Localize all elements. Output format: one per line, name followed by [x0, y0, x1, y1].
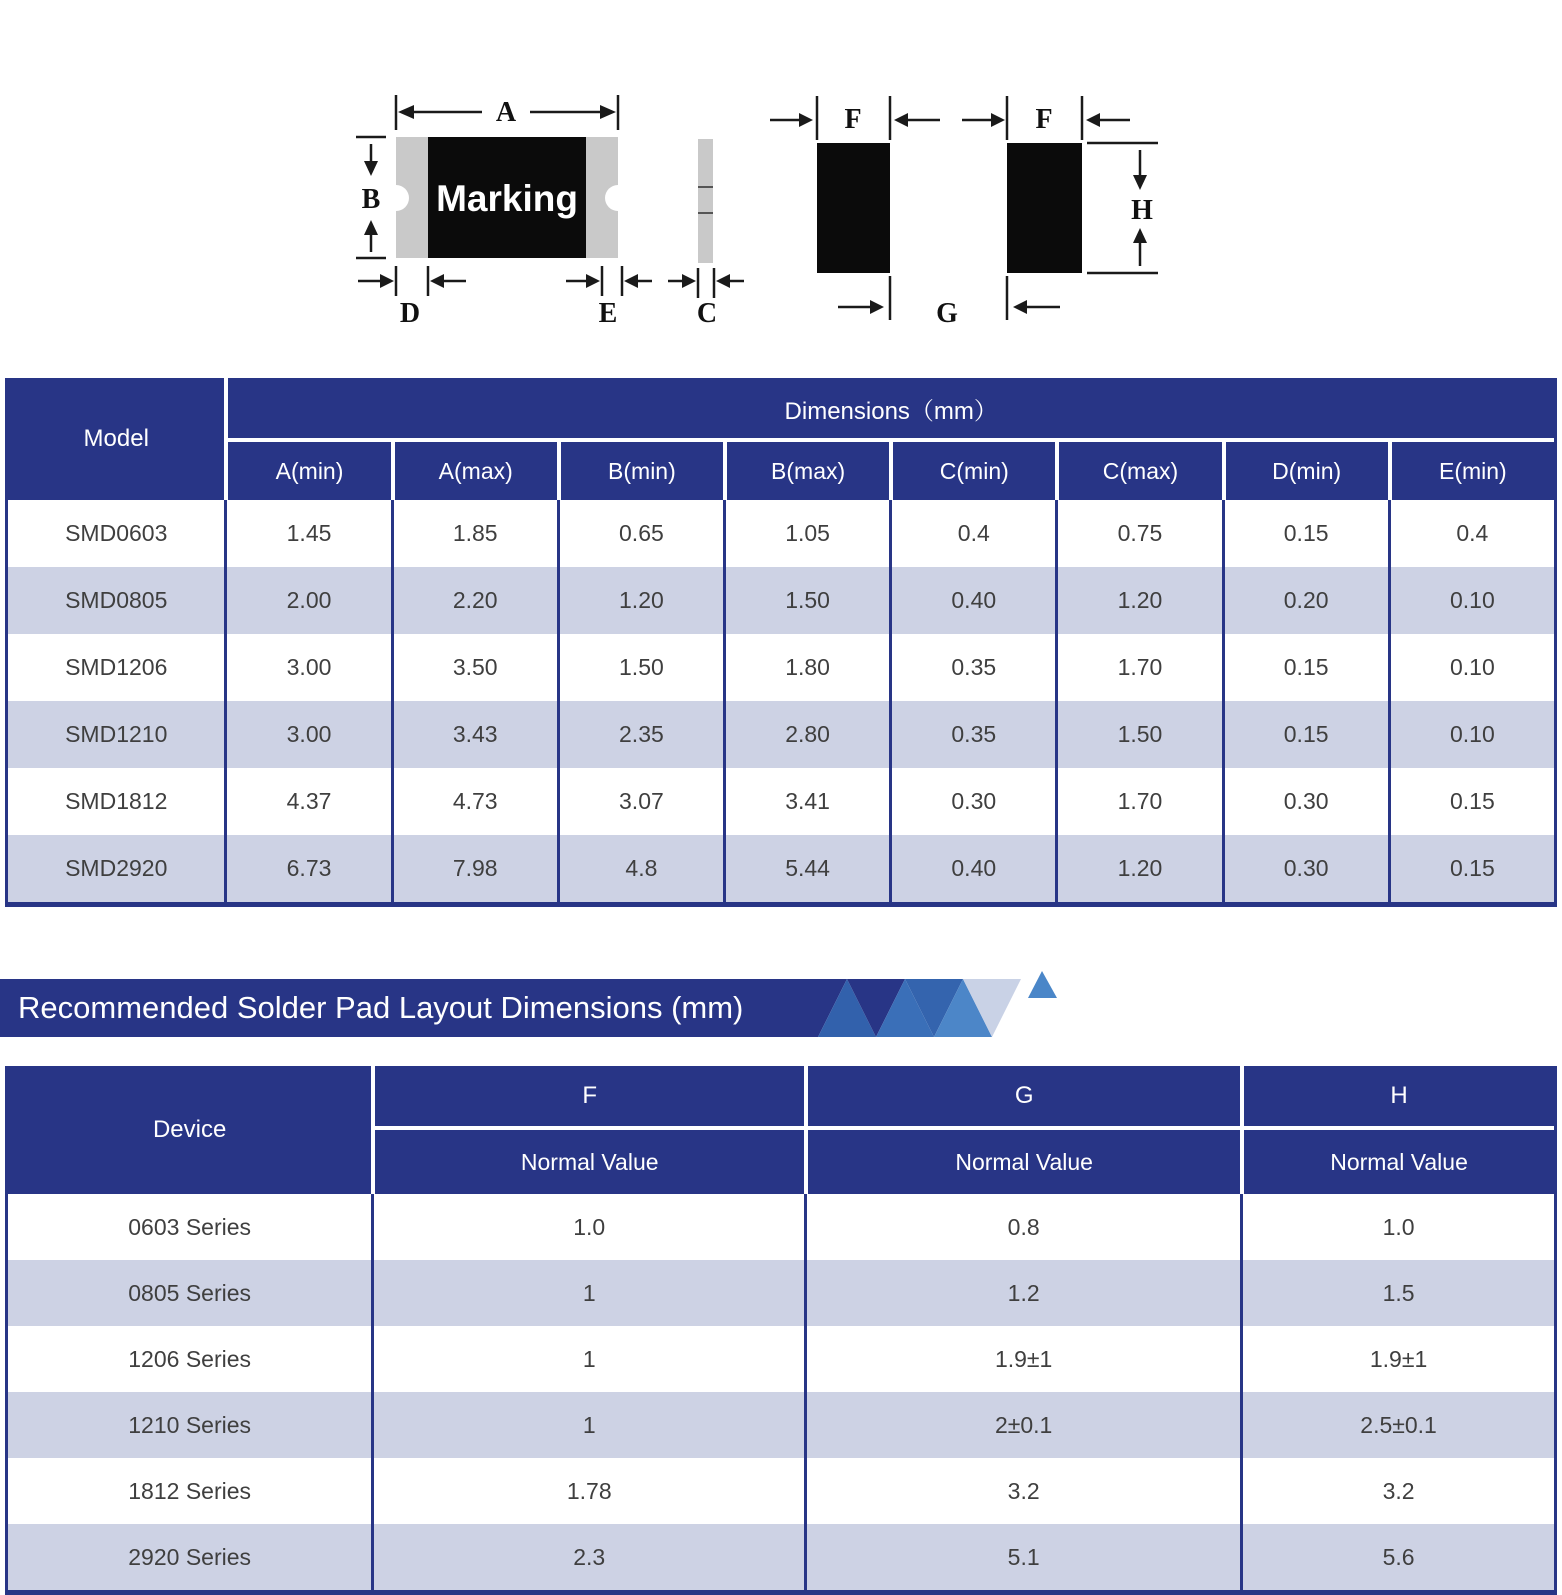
- value-cell: 0.4: [889, 500, 1055, 567]
- value-cell: 4.73: [391, 768, 557, 835]
- value-cell: 3.00: [224, 701, 390, 768]
- arrowhead: [1133, 228, 1147, 243]
- section-banner: [0, 971, 1562, 1029]
- value-cell: 1.5: [1240, 1260, 1554, 1326]
- value-cell: 0.10: [1388, 567, 1554, 634]
- terminal-notch-left: [383, 185, 409, 211]
- device-header: Device: [8, 1066, 371, 1194]
- banner-triangles-decoration: [790, 971, 1070, 1049]
- model-cell: SMD2920: [8, 835, 224, 902]
- value-cell: 0.15: [1388, 835, 1554, 902]
- value-cell: 4.8: [557, 835, 723, 902]
- value-cell: 0.15: [1222, 500, 1388, 567]
- arrowhead: [398, 105, 414, 119]
- value-cell: 0.40: [889, 835, 1055, 902]
- column-header: B(min): [557, 442, 723, 500]
- dimensions-group-header: Dimensions（mm）: [224, 378, 1554, 442]
- terminal-notch-right: [605, 185, 631, 211]
- dimensions-table-body: [8, 500, 1554, 902]
- arrowhead: [1133, 175, 1147, 190]
- value-cell: 7.98: [391, 835, 557, 902]
- value-cell: 0.15: [1222, 634, 1388, 701]
- value-cell: 0.10: [1388, 634, 1554, 701]
- value-cell: 3.2: [1240, 1458, 1554, 1524]
- value-cell: 1: [371, 1260, 804, 1326]
- value-cell: 0.15: [1388, 768, 1554, 835]
- column-header: A(min): [224, 442, 390, 500]
- value-cell: 2±0.1: [804, 1392, 1240, 1458]
- normal-value-header: Normal Value: [1240, 1130, 1554, 1194]
- value-cell: 5.44: [723, 835, 889, 902]
- value-cell: 1.50: [557, 634, 723, 701]
- value-cell: 1.20: [1055, 567, 1221, 634]
- normal-value-header: Normal Value: [804, 1130, 1240, 1194]
- arrowhead: [380, 274, 394, 288]
- column-header: C(max): [1055, 442, 1221, 500]
- value-cell: 0.35: [889, 701, 1055, 768]
- column-group-h: H: [1240, 1066, 1554, 1130]
- solder-pad-left: [817, 143, 890, 273]
- table-row: [8, 701, 1554, 768]
- value-cell: 2.5±0.1: [1240, 1392, 1554, 1458]
- value-cell: 2.80: [723, 701, 889, 768]
- model-cell: SMD1206: [8, 634, 224, 701]
- value-cell: 0.65: [557, 500, 723, 567]
- value-cell: 1.0: [371, 1194, 804, 1260]
- column-header: C(min): [889, 442, 1055, 500]
- value-cell: 6.73: [224, 835, 390, 902]
- value-cell: 1: [371, 1392, 804, 1458]
- value-cell: 0.30: [889, 768, 1055, 835]
- value-cell: 0.35: [889, 634, 1055, 701]
- arrowhead: [624, 274, 638, 288]
- section-banner-bar: [0, 979, 790, 1037]
- arrowhead: [799, 113, 813, 127]
- value-cell: 3.41: [723, 768, 889, 835]
- device-cell: 1210 Series: [8, 1392, 371, 1458]
- table-row: [8, 1392, 1554, 1458]
- table-row: [8, 1194, 1554, 1260]
- table-row: [8, 768, 1554, 835]
- value-cell: 1.70: [1055, 768, 1221, 835]
- value-cell: 3.00: [224, 634, 390, 701]
- value-cell: 0.30: [1222, 768, 1388, 835]
- arrowhead: [991, 113, 1005, 127]
- column-header: D(min): [1222, 442, 1388, 500]
- value-cell: 4.37: [224, 768, 390, 835]
- section-title: Recommended Solder Pad Layout Dimensions (mm): [18, 990, 744, 1025]
- dim-label-f-left: F: [844, 104, 862, 135]
- value-cell: 3.43: [391, 701, 557, 768]
- table-row: [8, 1326, 1554, 1392]
- table-row: [8, 1260, 1554, 1326]
- device-cell: 1206 Series: [8, 1326, 371, 1392]
- arrowhead: [1086, 113, 1100, 127]
- value-cell: 1: [371, 1326, 804, 1392]
- model-cell: SMD1210: [8, 701, 224, 768]
- column-group-g: G: [804, 1066, 1240, 1130]
- value-cell: 0.4: [1388, 500, 1554, 567]
- arrowhead: [716, 274, 730, 288]
- value-cell: 5.6: [1240, 1524, 1554, 1590]
- arrowhead: [586, 274, 600, 288]
- arrowhead: [364, 220, 378, 235]
- dim-label-f-right: F: [1035, 104, 1053, 135]
- column-group-f: F: [371, 1066, 804, 1130]
- table-row: [8, 1458, 1554, 1524]
- value-cell: 0.40: [889, 567, 1055, 634]
- device-cell: 1812 Series: [8, 1458, 371, 1524]
- table-row: [8, 634, 1554, 701]
- package-diagrams: [0, 0, 1562, 360]
- device-cell: 0805 Series: [8, 1260, 371, 1326]
- value-cell: 1.20: [1055, 835, 1221, 902]
- component-side-view: [698, 139, 713, 263]
- package-dimension-diagram: [0, 0, 1562, 360]
- arrowhead: [682, 274, 696, 288]
- model-header: Model: [8, 378, 224, 500]
- value-cell: 1.80: [723, 634, 889, 701]
- value-cell: 1.9±1: [804, 1326, 1240, 1392]
- model-cell: SMD1812: [8, 768, 224, 835]
- arrowhead: [870, 300, 884, 314]
- dim-label-g: G: [936, 298, 958, 329]
- dim-label-c: C: [696, 298, 718, 329]
- value-cell: 0.8: [804, 1194, 1240, 1260]
- device-cell: 2920 Series: [8, 1524, 371, 1590]
- arrowhead: [430, 274, 444, 288]
- value-cell: 0.75: [1055, 500, 1221, 567]
- model-cell: SMD0805: [8, 567, 224, 634]
- normal-value-header: Normal Value: [371, 1130, 804, 1194]
- value-cell: 3.50: [391, 634, 557, 701]
- value-cell: 1.70: [1055, 634, 1221, 701]
- solder-pad-table-body: [8, 1194, 1554, 1590]
- table-row: [8, 567, 1554, 634]
- dimensions-subheader-row: [8, 442, 1554, 500]
- value-cell: 1.45: [224, 500, 390, 567]
- value-cell: 3.07: [557, 768, 723, 835]
- value-cell: 1.9±1: [1240, 1326, 1554, 1392]
- dim-label-b: B: [361, 184, 381, 215]
- value-cell: 1.0: [1240, 1194, 1554, 1260]
- value-cell: 0.20: [1222, 567, 1388, 634]
- value-cell: 5.1: [804, 1524, 1240, 1590]
- table-row: [8, 1524, 1554, 1590]
- value-cell: 1.50: [723, 567, 889, 634]
- arrowhead: [600, 105, 616, 119]
- arrowhead: [364, 161, 378, 176]
- value-cell: 1.20: [557, 567, 723, 634]
- marking-label: Marking: [436, 178, 578, 219]
- column-header: B(max): [723, 442, 889, 500]
- dim-label-a: A: [495, 97, 517, 128]
- dim-label-e: E: [598, 298, 618, 329]
- arrowhead: [1013, 300, 1027, 314]
- model-cell: SMD0603: [8, 500, 224, 567]
- dim-label-d: D: [399, 298, 421, 329]
- table-row: [8, 835, 1554, 902]
- value-cell: 1.85: [391, 500, 557, 567]
- table-row: [8, 500, 1554, 567]
- value-cell: 1.05: [723, 500, 889, 567]
- value-cell: 0.30: [1222, 835, 1388, 902]
- value-cell: 2.35: [557, 701, 723, 768]
- column-header: E(min): [1388, 442, 1554, 500]
- solder-pad-right: [1007, 143, 1082, 273]
- value-cell: 2.20: [391, 567, 557, 634]
- solder-pad-table: [5, 1066, 1557, 1595]
- column-header: A(max): [391, 442, 557, 500]
- value-cell: 1.78: [371, 1458, 804, 1524]
- value-cell: 0.10: [1388, 701, 1554, 768]
- value-cell: 1.50: [1055, 701, 1221, 768]
- value-cell: 2.3: [371, 1524, 804, 1590]
- value-cell: 3.2: [804, 1458, 1240, 1524]
- dim-label-h: H: [1131, 195, 1153, 226]
- value-cell: 0.15: [1222, 701, 1388, 768]
- arrowhead: [894, 113, 908, 127]
- value-cell: 2.00: [224, 567, 390, 634]
- dimensions-table: [5, 378, 1557, 907]
- device-cell: 0603 Series: [8, 1194, 371, 1260]
- value-cell: 1.2: [804, 1260, 1240, 1326]
